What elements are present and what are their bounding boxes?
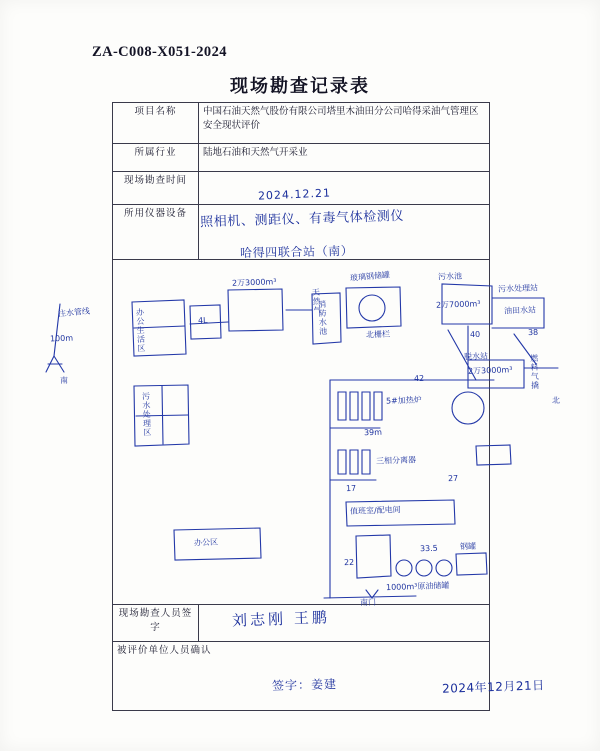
value-industry: 陆地石油和天然气开采业 <box>199 144 490 172</box>
sketch-label-north-fence: 北栅栏 <box>365 329 391 340</box>
sketch-label-4l: 4L <box>197 315 208 326</box>
table-row-industry <box>113 144 490 172</box>
sketch-label-north: 北 <box>551 395 561 406</box>
sketch-label-17: 17 <box>345 483 357 494</box>
document-code: ZA-C008-X051-2024 <box>92 44 227 60</box>
confirm-signature-prefix: 签字： <box>271 677 312 693</box>
table-row-site-sketch <box>113 260 490 605</box>
sketch-label-tank-23000: 2万3000m³ <box>231 277 277 288</box>
sketch-label-40: 40 <box>469 329 481 340</box>
handwritten-confirm-date: 2024年12月21日 <box>441 678 545 696</box>
sketch-label-38: 38 <box>527 327 539 338</box>
handwritten-equipment-note: 哈得四联合站（南） <box>239 243 354 261</box>
sketch-label-office-area: 办公区 <box>193 537 219 548</box>
sketch-label-heater-5: 5#加热炉 <box>385 395 422 406</box>
sketch-label-33-5: 33.5 <box>419 543 438 554</box>
label-industry: 所属行业 <box>113 144 199 172</box>
confirm-signature-name: 姜建 <box>310 677 338 692</box>
value-survey-time-cell <box>199 172 490 205</box>
handwritten-equipment: 照相机、测距仪、有毒气体检测仪 <box>199 208 405 231</box>
sketch-label-dehydration-station: 脱水站 <box>463 351 489 362</box>
sketch-label-south-gate: 南门 <box>359 597 377 608</box>
sketch-label-39m: 39m <box>363 427 383 438</box>
sketch-label-fuel-gas-skid: 燃料气撬 <box>529 353 540 391</box>
sketch-label-sewage-station: 污水处理站 <box>497 283 539 294</box>
table-row-project-name <box>113 103 490 144</box>
page-title: 现场勘查记录表 <box>230 76 370 96</box>
label-survey-time: 现场勘查时间 <box>113 172 199 205</box>
sketch-label-sewage-area: 污水处理区 <box>141 391 152 438</box>
handwritten-confirm-signature <box>272 675 337 694</box>
handwritten-surveyor-signature: 刘志刚 王鹏 <box>231 608 331 630</box>
sketch-label-sewage-pool: 污水池 <box>437 271 463 282</box>
site-sketch-cell <box>113 260 490 605</box>
sketch-label-water-injection-line: 注水管线 <box>57 306 91 319</box>
label-project-name: 项目名称 <box>113 103 199 144</box>
sketch-label-three-phase-separator: 三相分离器 <box>375 455 417 466</box>
sketch-label-100m: 100m <box>49 333 74 344</box>
value-project-name: 中国石油天然气股份有限公司塔里木油田分公司哈得采油气管理区安全现状评价 <box>199 103 490 144</box>
label-equipment: 所用仪器设备 <box>113 205 199 260</box>
label-surveyor-signature: 现场勘查人员签字 <box>113 605 199 642</box>
sketch-label-duty-room: 值班室/配电间 <box>349 505 401 516</box>
sketch-label-22: 22 <box>343 557 355 568</box>
sketch-label-27: 27 <box>447 473 459 484</box>
sketch-label-office-living: 办公生活区 <box>135 307 146 354</box>
sketch-label-gas: 天然气 <box>311 287 323 316</box>
sketch-label-tank-23000b: 2万3000m³ <box>467 365 513 376</box>
sketch-label-steel-tank: 钢罐 <box>459 541 477 552</box>
sketch-label-tank-27000: 2万7000m³ <box>435 299 481 310</box>
sketch-label-crude-oil-tank: 1000m³原油储罐 <box>385 580 450 593</box>
sketch-label-glass-tank: 玻璃钢储罐 <box>349 270 391 283</box>
sketch-label-42: 42 <box>413 373 425 384</box>
handwritten-survey-time: 2024.12.21 <box>257 186 332 203</box>
sketch-label-fire-pool: 消防水池 <box>317 299 328 337</box>
sketch-label-water-station: 油田水站 <box>503 305 537 316</box>
sketch-label-south: 南 <box>59 375 69 386</box>
label-confirmation: 被评价单位人员确认 <box>113 642 490 711</box>
